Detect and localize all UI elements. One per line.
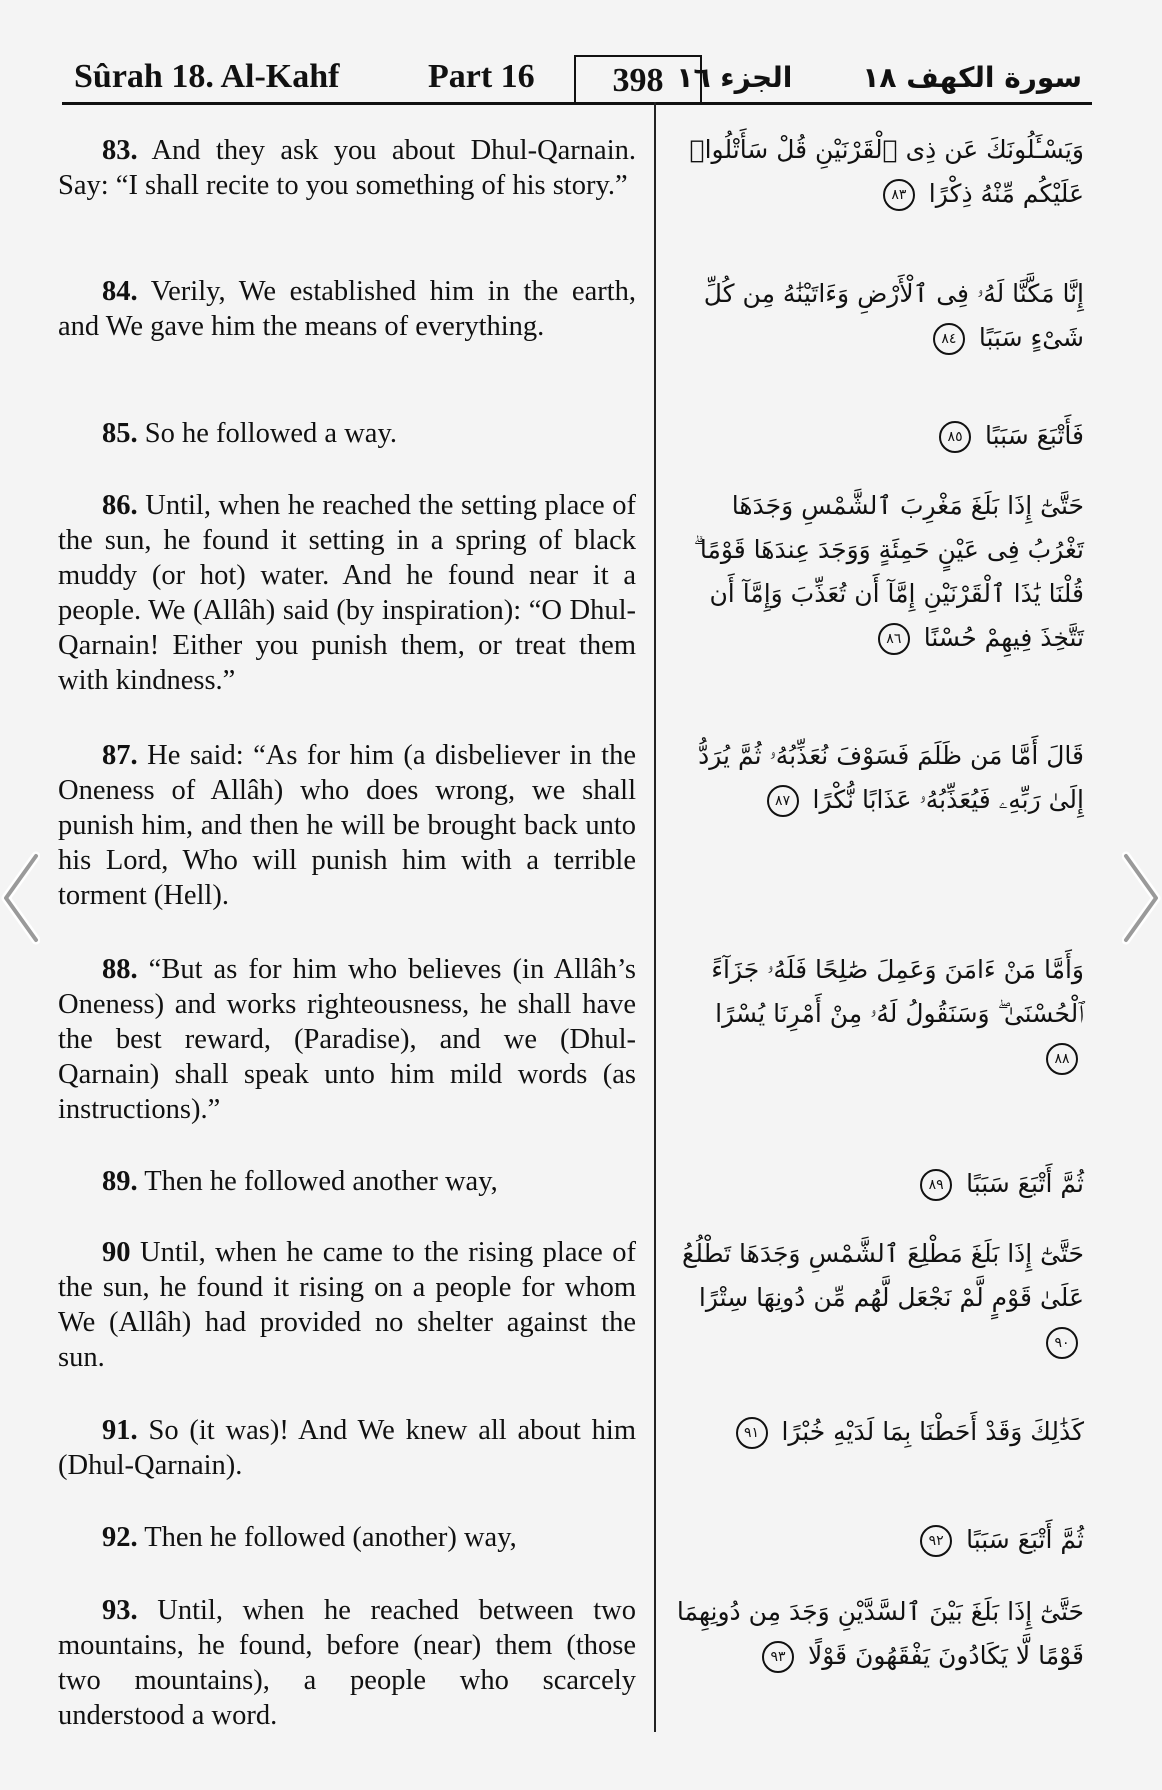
- verse-number: 93.: [102, 1595, 138, 1626]
- column-divider: [654, 102, 656, 1732]
- verse-arabic: [674, 1590, 1084, 1678]
- verse-arabic: [674, 414, 1084, 458]
- part-label: Part 16: [428, 58, 535, 95]
- verse-text: Then he followed another way,: [144, 1166, 498, 1197]
- verse-arabic: [674, 1410, 1084, 1454]
- verse-text: Until, when he came to the rising place of the sun, he found it rising on a people for whom We (Allâh) had provided no shelter against the sun.: [58, 1237, 636, 1373]
- arabic-part-label: الجزء ١٦: [676, 61, 793, 94]
- verse-arabic: [674, 1232, 1084, 1364]
- arabic-text: قَالَ أَمَّا مَن ظَلَمَ فَسَوْفَ نُعَذِّبُهُۥ ثُمَّ يُرَدُّ إِلَىٰ رَبِّهِۦ فَيُعَذِّبُهُۥ عَذَابًا نُّكْرًا: [698, 741, 1084, 814]
- arabic-text: إِنَّا مَكَّنَّا لَهُۥ فِى ٱلْأَرْضِ وَءَاتَيْنَٰهُ مِن كُلِّ شَىْءٍ سَبَبًا: [703, 279, 1084, 352]
- verse-arabic: [674, 734, 1084, 822]
- verse-text: Verily, We established him in the earth, and We gave him the means of everything.: [58, 276, 636, 342]
- verse-translation: [58, 738, 636, 913]
- verse-number: 91.: [102, 1415, 138, 1446]
- verse-text: Until, when he reached between two mountains, he found, before (near) them (those two mountains), a people who scarcely understood a word.: [58, 1595, 636, 1731]
- verse-translation: [58, 1164, 636, 1199]
- ayah-marker: ٨٨: [1046, 1043, 1078, 1075]
- verse-translation: [58, 133, 636, 203]
- page-header: [62, 50, 1092, 105]
- verse-number: 83.: [102, 135, 138, 166]
- verse-arabic: [674, 948, 1084, 1080]
- page-number: 398: [574, 55, 702, 105]
- verse-translation: [58, 416, 636, 451]
- ayah-marker: ٨٤: [933, 323, 965, 355]
- ayah-marker: ٩١: [736, 1417, 768, 1449]
- verse-text: So (it was)! And We knew all about him (Dhul-Qarnain).: [58, 1415, 637, 1481]
- verse-text: “But as for him who believes (in Allâh’s Oneness) and works righteousness, he shall have the best reward, (Paradise), and we (Dhul-Qarnain) shall speak unto him mild words (as instructions).”: [58, 954, 636, 1125]
- verse-translation: [58, 1235, 636, 1375]
- verse-text: Until, when he reached the setting place of the sun, he found it setting in a spring of black muddy (or hot) water. And he found near it a people. We (Allâh) said (by inspiration): “O Dhul-Qarnain! Either you punish them, or treat them with kindness.”: [58, 490, 637, 696]
- verse-translation: [58, 1593, 636, 1733]
- verse-arabic: [674, 272, 1084, 360]
- verse-number: 86.: [102, 490, 138, 521]
- verse-translation: [58, 1413, 636, 1483]
- verse-arabic: [674, 1518, 1084, 1562]
- arabic-surah-title: سورة الكهف ١٨: [862, 61, 1082, 94]
- verse-text: He said: “As for him (a disbeliever in the Oneness of Allâh) who does wrong, we shall punish him, and then he will be brought back unto his Lord, Who will punish him with a terrible torment (Hell).: [58, 740, 636, 911]
- verse-number: 89.: [102, 1166, 138, 1197]
- verse-text: So he followed a way.: [144, 418, 397, 449]
- arabic-text: حَتَّىٰٓ إِذَا بَلَغَ مَغْرِبَ ٱلشَّمْسِ وَجَدَهَا تَغْرُبُ فِى عَيْنٍ حَمِئَةٍ وَوَجَدَ عِندَهَا قَوْمًا ۗ قُلْنَا يَٰذَا ٱلْقَرْنَيْنِ إِمَّآ أَن تُعَذِّبَ وَإِمَّآ أَن تَتَّخِذَ فِيهِمْ حُسْنًا: [693, 491, 1084, 652]
- ayah-marker: ٩٢: [920, 1525, 952, 1557]
- arabic-text: فَأَتْبَعَ سَبَبًا: [985, 421, 1084, 450]
- verse-arabic: [674, 484, 1084, 660]
- arabic-header: [676, 61, 1082, 94]
- verse-translation: [58, 274, 636, 344]
- arabic-text: وَيَسْـَٔلُونَكَ عَن ذِى ٱلْقَرْنَيْنِ قُلْ سَأَتْلُوا۟ عَلَيْكُم مِّنْهُ ذِكْرًا: [689, 135, 1084, 208]
- next-page-button[interactable]: [1122, 848, 1162, 948]
- arabic-text: وَأَمَّا مَنْ ءَامَنَ وَعَمِلَ صَٰلِحًا فَلَهُۥ جَزَآءً ٱلْحُسْنَىٰ ۖ وَسَنَقُولُ لَهُۥ مِنْ أَمْرِنَا يُسْرًا: [711, 955, 1084, 1028]
- verse-text: Then he followed (another) way,: [144, 1522, 517, 1553]
- ayah-marker: ٨٧: [767, 785, 799, 817]
- verse-number: 92.: [102, 1522, 138, 1553]
- ayah-marker: ٩٣: [762, 1641, 794, 1673]
- verse-text: And they ask you about Dhul-Qarnain. Say: “I shall recite to you something of his story.”: [58, 135, 636, 201]
- verse-translation: [58, 1520, 636, 1555]
- ayah-marker: ٩٠: [1046, 1327, 1078, 1359]
- verse-number: 88.: [102, 954, 138, 985]
- ayah-marker: ٨٣: [883, 179, 915, 211]
- verse-number: 85.: [102, 418, 138, 449]
- verse-translation: [58, 952, 636, 1127]
- arabic-text: كَذَٰلِكَ وَقَدْ أَحَطْنَا بِمَا لَدَيْهِ خُبْرًا: [781, 1417, 1084, 1446]
- arabic-text: حَتَّىٰٓ إِذَا بَلَغَ مَطْلِعَ ٱلشَّمْسِ وَجَدَهَا تَطْلُعُ عَلَىٰ قَوْمٍ لَّمْ نَجْعَل لَّهُم مِّن دُونِهَا سِتْرًا: [682, 1239, 1084, 1312]
- ayah-marker: ٨٥: [939, 421, 971, 453]
- previous-page-button[interactable]: [0, 848, 40, 948]
- arabic-text: ثُمَّ أَتْبَعَ سَبَبًا: [966, 1525, 1084, 1554]
- verse-number: 90: [102, 1237, 131, 1268]
- verse-arabic: [674, 128, 1084, 216]
- surah-title: Sûrah 18. Al-Kahf: [74, 58, 340, 95]
- verse-arabic: [674, 1162, 1084, 1206]
- verse-number: 87.: [102, 740, 138, 771]
- arabic-text: ثُمَّ أَتْبَعَ سَبَبًا: [966, 1169, 1084, 1198]
- verse-number: 84.: [102, 276, 138, 307]
- arabic-text: حَتَّىٰٓ إِذَا بَلَغَ بَيْنَ ٱلسَّدَّيْنِ وَجَدَ مِن دُونِهِمَا قَوْمًا لَّا يَكَادُونَ يَفْقَهُونَ قَوْلًا: [676, 1597, 1084, 1670]
- chevron-left-icon: [0, 848, 40, 948]
- ayah-marker: ٨٦: [878, 623, 910, 655]
- chevron-right-icon: [1122, 848, 1162, 948]
- verse-translation: [58, 488, 636, 698]
- ayah-marker: ٨٩: [920, 1169, 952, 1201]
